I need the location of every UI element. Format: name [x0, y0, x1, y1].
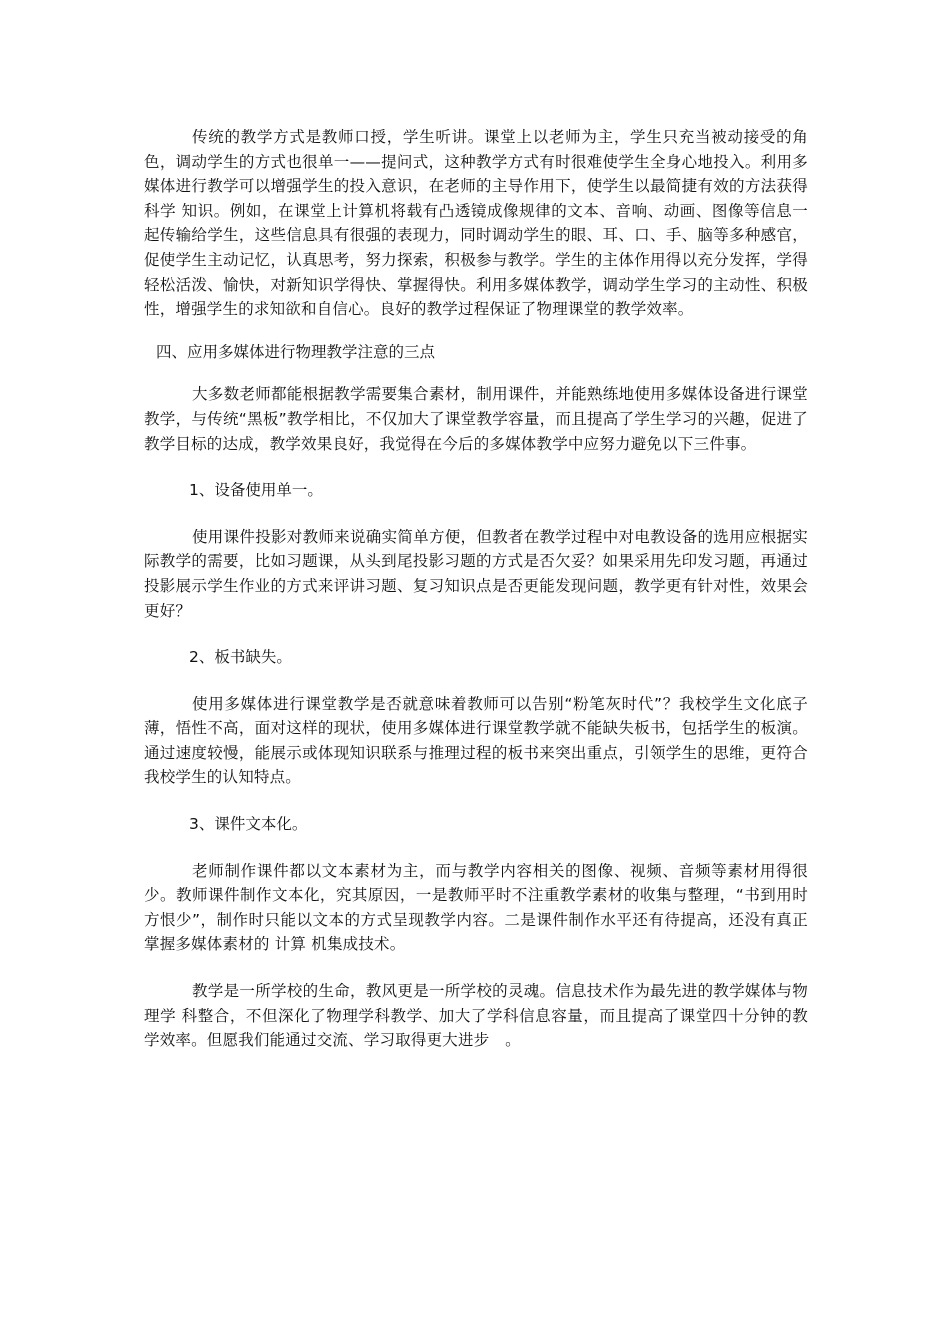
item-3-text: 老师制作课件都以文本素材为主，而与教学内容相关的图像、视频、音频等素材用得很少。教师课件制作文本化，究其原因，一是教师平时不注重教学素材的收集与整理，“书到用时方恨少”，制作时只能以文本的方式呈现教学内容。二是课件制作水平还有待提高，还没有真正掌握多媒体素材的 计算 机集成技术。 — [144, 861, 808, 954]
item-1-title: 1、设备使用单一。 — [189, 481, 323, 500]
spacer — [144, 503, 808, 525]
item-2-text: 使用多媒体进行课堂教学是否就意味着教师可以告别“粉笔灰时代”？我校学生文化底子薄，悟性不高，面对这样的现状，使用多媒体进行课堂教学就不能缺失板书，包括学生的板演。通过速度较慢，能展示或体现知识联系与推理过程的板书来突出重点，引领学生的思维，更符合我校学生的认知特点。 — [144, 694, 808, 787]
item-2-title: 2、板书缺失。 — [189, 648, 292, 667]
item-1-text: 使用课件投影对教师来说确实简单方便，但教者在教学过程中对电教设备的选用应根据实际教学的需要，比如习题课，从头到尾投影习题的方式是否欠妥？如果采用先印发习题，再通过投影展示学生作业的方式来评讲习题、复习知识点是否更能发现问题，教学更有针对性，效果会更好？ — [144, 527, 808, 620]
spacer — [144, 456, 808, 478]
spacer — [144, 957, 808, 979]
paragraph-conclusion: 教学是一所学校的生命，教风更是一所学校的灵魂。信息技术作为最先进的教学媒体与物 理学 科整合，不但深化了物理学科教学、加大了学科信息容量，而且提高了课堂四十分钟的教学效率。但愿我们能通过交流、学习取得更大进步 。 — [144, 982, 808, 1050]
spacer — [144, 623, 808, 645]
spacer — [144, 837, 808, 859]
spacer — [144, 322, 808, 340]
item-3-title: 3、课件文本化。 — [189, 815, 308, 834]
spacer — [144, 670, 808, 692]
paragraph-traditional-teaching: 传统的教学方式是教师口授，学生听讲。课堂上以老师为主，学生只充当被动接受的角色，调动学生的方式也很单一——提问式，这种教学方式有时很难使学生全身心地投入。利用多媒体进行教学可以增强学生的投入意识，在老师的主导作用下，使学生以最简捷有效的方法获得 科学 知识。例如，在课堂上计算机将载有凸透镜成像规律的文本、音响、动画、图像等信息一起传输给学生，这些信息具有很强的表现力，同时调动学生的眼、耳、口、手、脑等多种感官，促使学生主动记忆，认真思考，努力探索，积极参与教学。学生的主体作用得以充分发挥，学得轻松活泼、愉快，对新知识学得快、掌握得快。利用多媒体教学，调动学生学习的主动性、积极性，增强学生的求知欲和自信心。良好的教学过程保证了物理课堂的教学效率。 — [144, 128, 808, 319]
section-heading: 四、应用多媒体进行物理教学注意的三点 — [156, 342, 436, 361]
spacer — [144, 364, 808, 382]
paragraph-introduction: 大多数老师都能根据教学需要集合素材，制用课件，并能熟练地使用多媒体设备进行课堂教学，与传统“黑板”教学相比，不仅加大了课堂教学容量，而且提高了学生学习的兴趣，促进了教学目标的达成，教学效果良好，我觉得在今后的多媒体教学中应努力避免以下三件事。 — [144, 385, 808, 453]
spacer — [144, 790, 808, 812]
document-body — [144, 125, 808, 1053]
